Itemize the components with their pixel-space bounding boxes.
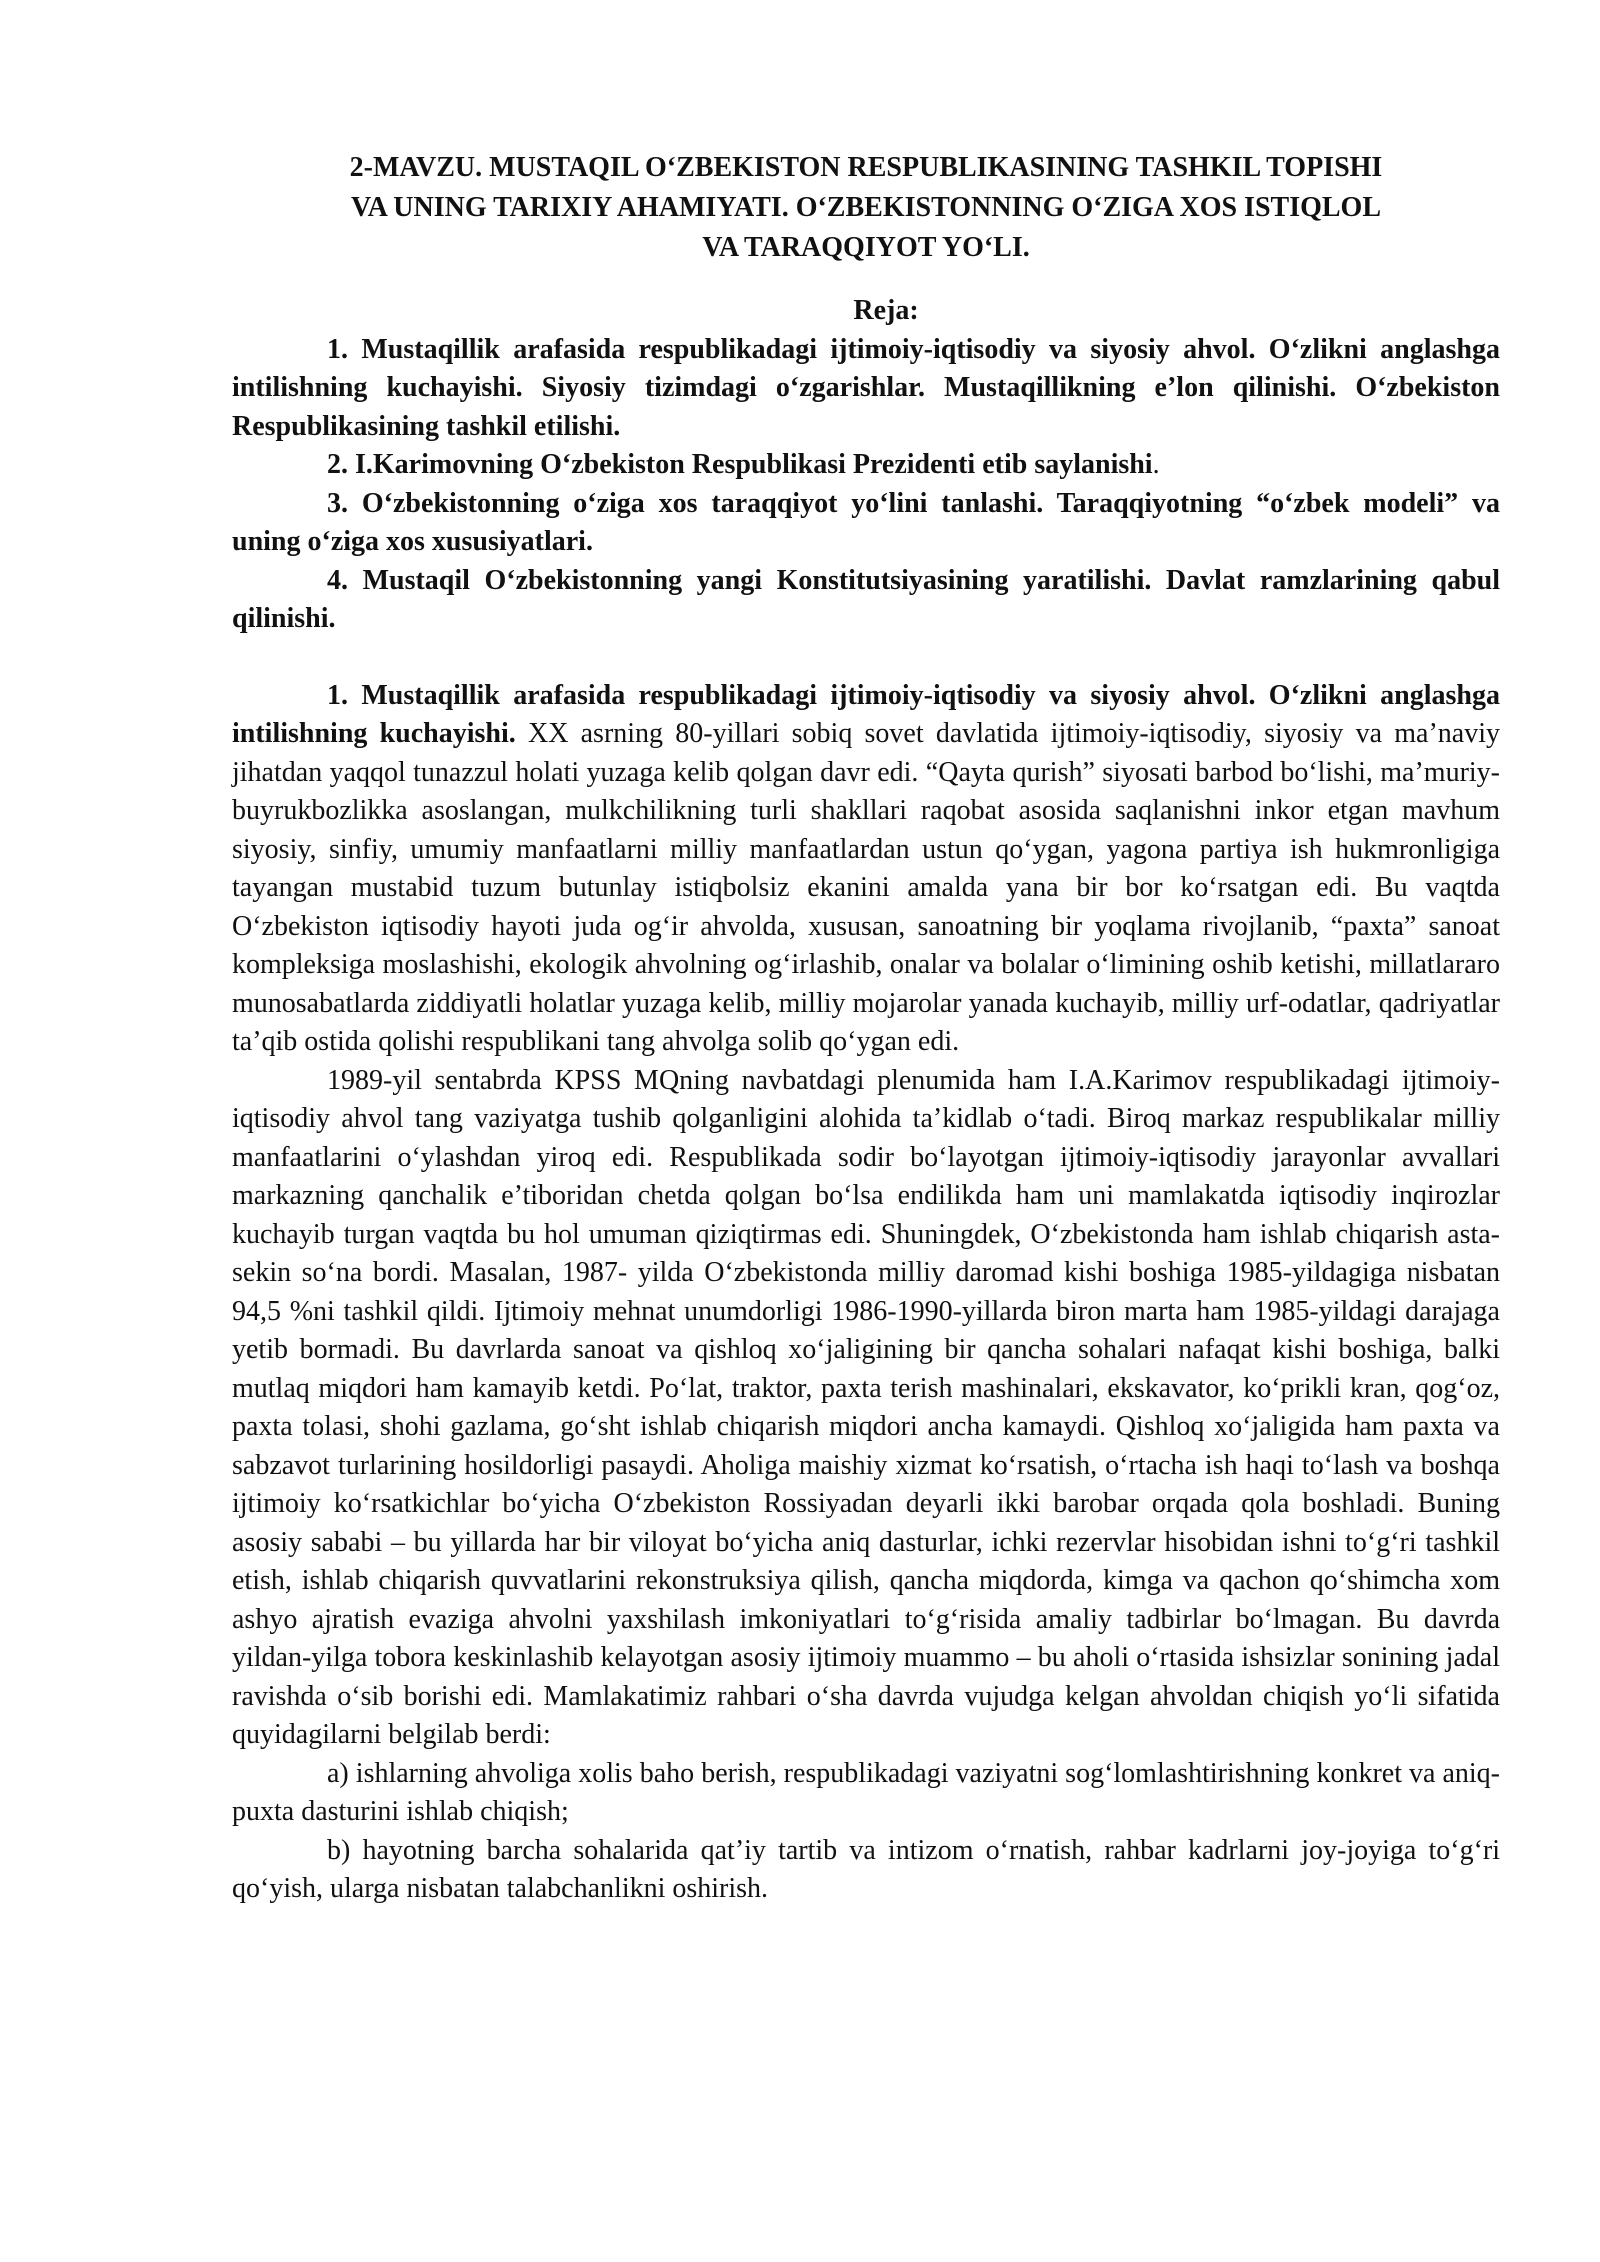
plan-item-2-suffix: . (1152, 449, 1160, 480)
body-paragraph-1 (232, 677, 1500, 1062)
plan-section (232, 292, 1500, 639)
title-line-1: 2-MAVZU. MUSTAQIL O‘ZBEKISTON RESPUBLIKASINING TASHKIL TOPISHI (349, 152, 1383, 183)
body-paragraph-2: 1989-yil sentabrda KPSS MQning navbatdagi plenumida ham I.A.Karimov respublikadagi ijtimoiy-iqtisodiy ahvol tang vaziyatga tushib qolganligini alohida ta’kidlab o‘tadi. Biroq markaz respublikalar milliy manfaatlarini o‘ylashdan yiroq edi. Respublikada sodir bo‘layotgan ijtimoiy-iqtisodiy jarayonlar avvallari markazning qanchalik e’tiboridan chetda qolgan bo‘lsa endilikda ham uni mamlakatda iqtisodiy inqirozlar kuchayib turgan vaqtda bu hol umuman qiziqtirmas edi. Shuningdek, O‘zbekistonda ham ishlab chiqarish asta-sekin so‘na bordi. Masalan, 1987- yilda O‘zbekistonda milliy daromad kishi boshiga 1985-yildagiga nisbatan 94,5 %ni tashkil qildi. Ijtimoiy mehnat unumdorligi 1986-1990-yillarda biron marta ham 1985-yildagi darajaga yetib bormadi. Bu davrlarda sanoat va qishloq xo‘jaligining bir qancha sohalari nafaqat kishi boshiga, balki mutlaq miqdori ham kamayib ketdi. Po‘lat, traktor, paxta terish mashinalari, ekskavator, ko‘prikli kran, qog‘oz, paxta tolasi, shohi gazlama, go‘sht ishlab chiqarish miqdori ancha kamaydi. Qishloq xo‘jaligida ham paxta va sabzavot turlarining hosildorligi pasaydi. Aholiga maishiy xizmat ko‘rsatish, o‘rtacha ish haqi to‘lash va boshqa ijtimoiy ko‘rsatkichlar bo‘yicha O‘zbekiston Rossiyadan deyarli ikki barobar orqada qola boshladi. Buning asosiy sababi – bu yillarda har bir viloyat bo‘yicha aniq dasturlar, ichki rezervlar hisobidan ishni to‘g‘ri tashkil etish, ishlab chiqarish quvvatlarini rekonstruksiya qilish, qancha miqdorda, kimga va qachon qo‘shimcha xom ashyo ajratish evaziga ahvolni yaxshilash imkoniyatlari to‘g‘risida amaliy tadbirlar bo‘lmagan. Bu davrda yildan-yilga tobora keskinlashib kelayotgan asosiy ijtimoiy muammo – bu aholi o‘rtasida ishsizlar sonining jadal ravishda o‘sib borishi edi. Mamlakatimiz rahbari o‘sha davrda vujudga kelgan ahvoldan chiqish yo‘li sifatida quyidagilarni belgilab berdi: (232, 1064, 1500, 1750)
body-paragraph-1-text: XX asrning 80-yillari sobiq sovet davlatida ijtimoiy-iqtisodiy, siyosiy va ma’naviy jihatdan yaqqol tunazzul holati yuzaga kelib qolgan davr edi. “Qayta qurish” siyosati barbod bo‘lishi, ma’muriy-buyrukbozlikka asoslangan, mulkchilikning turli shakllari raqobat asosida saqlanishni inkor etgan mavhum siyosiy, sinfiy, umumiy manfaatlarni milliy manfaatlardan ustun qo‘ygan, yagona partiya ish hukmronligiga tayangan mustabid tuzum butunlay istiqbolsiz ekanini amalda yana bir bor ko‘rsatgan edi. Bu vaqtda O‘zbekiston iqtisodiy hayoti juda og‘ir ahvolda, xususan, sanoatning bir yoqlama rivojlanib, “paxta” sanoat kompleksiga moslashishi, ekologik ahvolning og‘irlashib, onalar va bolalar o‘limining oshib ketishi, millatlararo munosabatlarda ziddiyatli holatlar yuzaga kelib, milliy mojarolar yanada kuchayib, milliy urf-odatlar, qadriyatlar ta’qib ostida qolishi respublikani tang ahvolga solib qo‘ygan edi. (232, 718, 1500, 1057)
plan-item-3: 3. O‘zbekistonning o‘ziga xos taraqqiyot yo‘lini tanlashi. Taraqqiyotning “o‘zbek modeli” va uning o‘ziga xos xususiyatlari. (232, 487, 1500, 557)
plan-item-1: 1. Mustaqillik arafasida respublikadagi ijtimoiy-iqtisodiy va siyosiy ahvol. O‘zlikni anglashga intilishning kuchayishi. Siyosiy tizimdagi o‘zgarishlar. Mustaqillikning e’lon qilinishi. O‘zbekiston Respublikasining tashkil etilishi. (232, 333, 1500, 442)
section-heading: 1. Mustaqillik arafasida respublikadagi ijtimoiy-iqtisodiy va siyosiy ahvol. O‘zlikni anglashga intilishning kuchayishi. (232, 679, 1500, 749)
plan-item-4: 4. Mustaqil O‘zbekistonning yangi Konstitutsiyasining yaratilishi. Davlat ramzlarining qabul qilinishi. (232, 564, 1500, 634)
plan-item-2-text: 2. I.Karimovning O‘zbekiston Respublikasi Prezidenti etib saylanishi (327, 449, 1153, 480)
title-line-3: VA TARAQQIYOT YO‘LI. (702, 232, 1030, 263)
plan-label: Reja: (853, 295, 919, 326)
section-gap (232, 639, 1500, 677)
plan-item-2 (232, 446, 1500, 485)
body-section (232, 677, 1500, 1909)
body-paragraph-3: a) ishlarning ahvoliga xolis baho berish, respublikadagi vaziyatni sog‘lomlashtirishning konkret va aniq-puxta dasturini ishlab chiqish; (232, 1757, 1500, 1827)
document-title (232, 148, 1500, 268)
body-paragraph-4: b) hayotning barcha sohalarida qat’iy tartib va intizom o‘rnatish, rahbar kadrlarni joy-joyiga to‘g‘ri qo‘yish, ularga nisbatan talabchanlikni oshirish. (232, 1834, 1500, 1904)
title-line-2: VA UNING TARIXIY AHAMIYATI. O‘ZBEKISTONNING O‘ZIGA XOS ISTIQLOL (350, 192, 1382, 223)
